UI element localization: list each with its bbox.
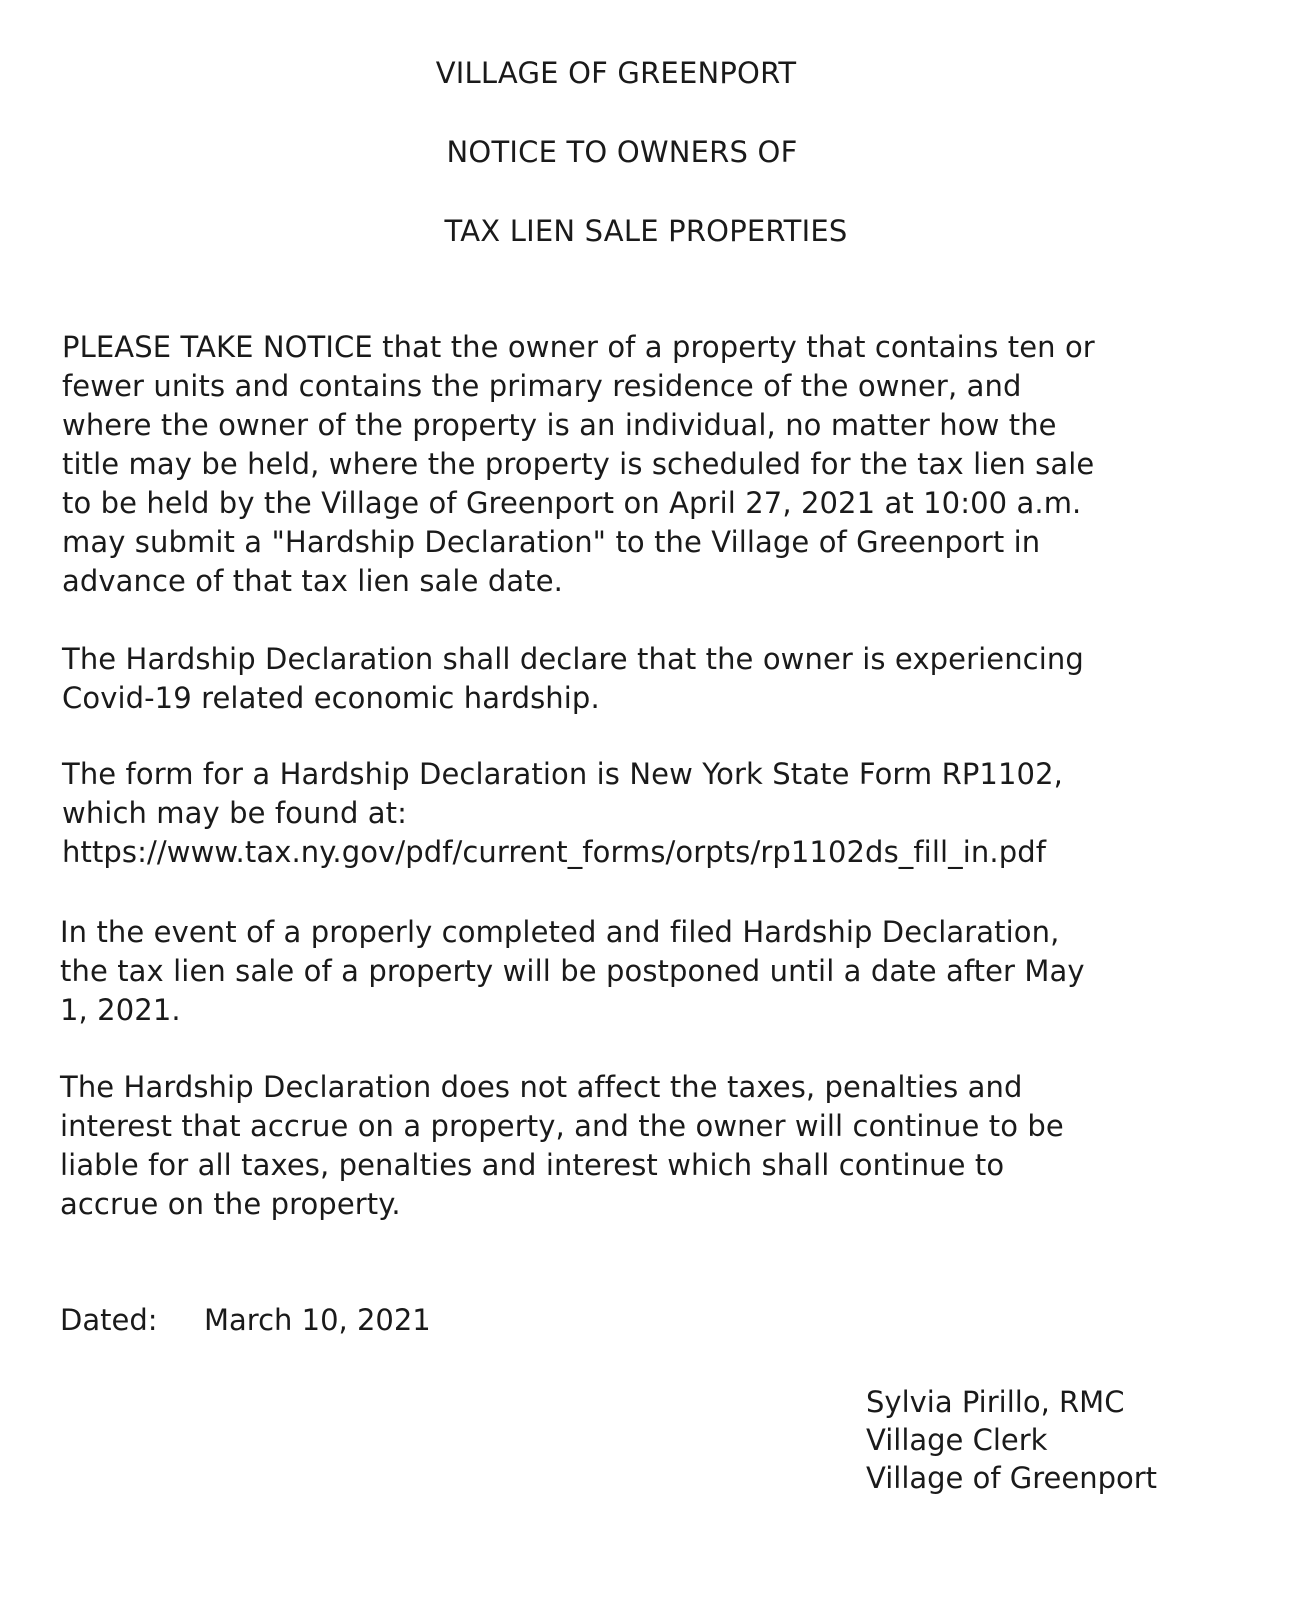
paragraph-line: In the event of a properly completed and filed Hardship Declaration, — [60, 915, 1060, 949]
paragraph-liability — [60, 1068, 1250, 1224]
paragraph-declaration — [62, 640, 1252, 718]
signer-organization: Village of Greenport — [866, 1461, 1158, 1495]
header-village-name: VILLAGE OF GREENPORT — [435, 56, 797, 90]
paragraph-line: 1, 2021. — [60, 993, 181, 1027]
dated-line — [60, 1303, 431, 1337]
paragraph-line: Covid-19 related economic hardship. — [62, 681, 600, 715]
dated-value: March 10, 2021 — [204, 1303, 431, 1337]
paragraph-line: may submit a "Hardship Declaration" to the Village of Greenport in — [62, 525, 1041, 559]
paragraph-line: where the owner of the property is an individual, no matter how the — [62, 408, 1057, 442]
paragraph-notice — [62, 328, 1252, 601]
paragraph-line: which may be found at: — [62, 796, 408, 830]
signer-title: Village Clerk — [866, 1423, 1048, 1457]
paragraph-line: interest that accrue on a property, and the owner will continue to be — [60, 1109, 1064, 1143]
paragraph-line: The Hardship Declaration shall declare that the owner is experiencing — [62, 642, 1084, 676]
paragraph-line: accrue on the property. — [60, 1187, 401, 1221]
paragraph-postponement — [60, 913, 1250, 1030]
form-url: https://www.tax.ny.gov/pdf/current_forms/orpts/rp1102ds_fill_in.pdf — [62, 835, 1047, 869]
paragraph-line: the tax lien sale of a property will be postponed until a date after May — [60, 954, 1085, 988]
paragraph-line: fewer units and contains the primary residence of the owner, and — [62, 369, 1022, 403]
signer-name: Sylvia Pirillo, RMC — [866, 1385, 1125, 1419]
paragraph-line: The form for a Hardship Declaration is New York State Form RP1102, — [62, 757, 1063, 791]
signature-block — [866, 1383, 1157, 1497]
header-subject-line: TAX LIEN SALE PROPERTIES — [444, 214, 848, 248]
paragraph-form — [62, 755, 1252, 872]
paragraph-line: to be held by the Village of Greenport on April 27, 2021 at 10:00 a.m. — [62, 486, 1082, 520]
paragraph-line: The Hardship Declaration does not affect the taxes, penalties and — [60, 1070, 1023, 1104]
header-notice-line: NOTICE TO OWNERS OF — [446, 135, 798, 169]
paragraph-line: title may be held, where the property is scheduled for the tax lien sale — [62, 447, 1095, 481]
paragraph-line: advance of that tax lien sale date. — [62, 564, 563, 598]
paragraph-line: PLEASE TAKE NOTICE that the owner of a property that contains ten or — [62, 330, 1095, 364]
dated-label: Dated: — [60, 1303, 158, 1337]
paragraph-line: liable for all taxes, penalties and interest which shall continue to — [60, 1148, 1005, 1182]
